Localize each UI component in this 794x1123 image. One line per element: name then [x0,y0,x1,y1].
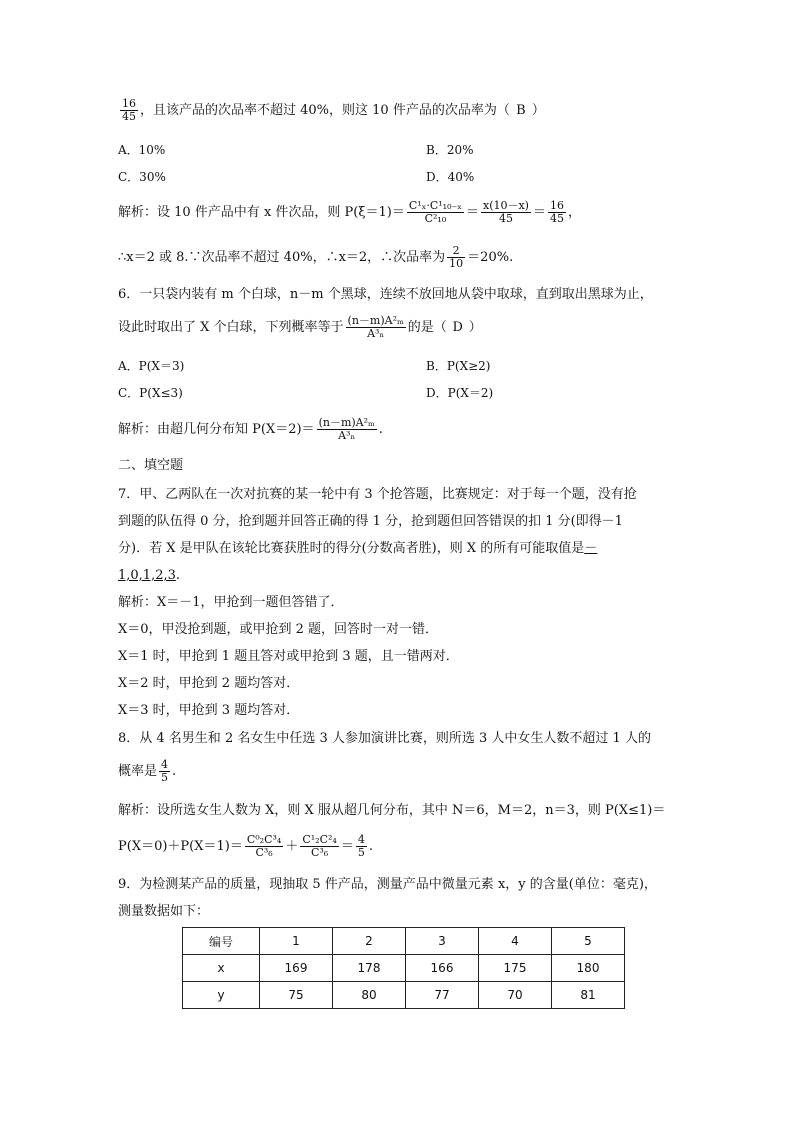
table-cell: 81 [552,982,625,1009]
q6-analysis: 解析：由超几何分布知 P(X＝2)＝ $\frac{\text{(n－m)A²ₘ}}{\text{A³ₙ}}$ . [118,416,383,442]
table-header-cell: 3 [406,928,479,955]
q8-analysis-line-1: 解析：设所选女生人数为 X，则 X 服从超几何分布，其中 N＝6，M＝2，n＝3，则 P(X≤1)＝ [118,803,666,818]
table-cell: 80 [333,982,406,1009]
q6-option-b: B．P(X≥2) [426,359,491,373]
q5-analysis-fraction-3: $\frac{16}{45}$ [550,199,564,225]
table-row [183,955,625,982]
q8-stem-line-2: 概率是 $\frac{4}{5}$ . [118,758,177,784]
table-cell: x [183,955,260,982]
table-cell: y [183,982,260,1009]
q6-stem-line-1: 6．一只袋内装有 m 个白球，n－m 个黑球，连续不放回地从袋中取球，直到取出黑球为止， [118,287,653,302]
q8-analysis-fraction-3: $\frac{4}{5}$ [357,833,365,859]
q7-analysis-line: X＝2 时，甲抢到 2 题均答对． [118,676,300,691]
q5-option-a: A．10% [118,143,166,157]
section-title: 二、填空题 [118,458,184,473]
q5-analysis-fraction-2: $\frac{x(10-x)}{45}$ [482,199,529,225]
table-header-cell: 5 [552,928,625,955]
q6-option-c: C．P(X≤3) [118,386,183,400]
q7-stem-line-2: 到题的队伍得 0 分，抢到题并回答正确的得 1 分，抢到题但回答错误的扣 1 分(即得－1 [118,514,623,529]
table-cell: 178 [333,955,406,982]
q5-analysis-line-1: 解析：设 10 件产品中有 x 件次品，则 P(ξ＝1)＝ $\frac{\text{C¹ₓ·C¹₁₀₋ₓ}}{\text{C²₁₀}}$ ＝ $\frac{x(10-x)}{45}$ ＝ $\frac{16}{45}$ ， [118,199,582,225]
q7-analysis-line: X＝1 时，甲抢到 1 题且答对或甲抢到 3 题，且一错两对． [118,649,459,664]
q6-analysis-fraction: $\frac{\text{(n－m)A²ₘ}}{\text{A³ₙ}}$ [318,416,375,442]
q8-stem-line-1: 8．从 4 名男生和 2 名女生中任选 3 人参加演讲比赛，则所选 3 人中女生人数不超过 1 人的 [118,731,651,746]
measurement-table [182,927,625,1009]
q6-stem-line-2: 设此时取出了 X 个白球，下列概率等于 $\frac{\text{(n－m)A²ₘ}}{\text{A³ₙ}}$ 的是（ D ） [118,314,482,340]
table-header-cell: 编号 [183,928,260,955]
q8-analysis-fraction-2: $\frac{\text{C¹₂C²₄}}{\text{C³₆}}$ [302,833,337,859]
q5-answer: B [516,103,526,118]
q5-stem: $\frac{16}{45}$ ，且该产品的次品率不超过 40%，则这 10 件产品的次品率为（ B ） [122,97,545,123]
q5-analysis-fraction-1: $\frac{\text{C¹ₓ·C¹₁₀₋ₓ}}{\text{C²₁₀}}$ [408,199,462,225]
table-cell: 75 [260,982,333,1009]
q8-analysis-fraction-1: $\frac{\text{C⁰₂C³₄}}{\text{C³₆}}$ [246,833,282,859]
q7-answer: 1,0,1,2,3 [118,568,176,583]
q7-stem-line-3: 分)．若 X 是甲队在该轮比赛获胜时的得分(分数高者胜)，则 X 的所有可能取值是－ [118,541,598,556]
q9-stem-line-1: 9．为检测某产品的质量，现抽取 5 件产品，测量产品中微量元素 x，y 的含量(单位：毫克)， [118,877,657,892]
q7-stem-line-1: 7．甲、乙两队在一次对抗赛的某一轮中有 3 个抢答题，比赛规定：对于每一个题，没有抢 [118,487,637,502]
q7-analysis-line: X＝3 时，甲抢到 3 题均答对． [118,703,300,718]
q5-analysis-line-2: ∴x＝2 或 8.∵次品率不超过 40%，∴x＝2，∴次品率为 $\frac{2}{10}$ ＝20%. [118,244,514,270]
table-row [183,982,625,1009]
q6-answer: D [452,320,463,335]
q7-answer-line: 1,0,1,2,3. [118,568,181,583]
table-header-cell: 1 [260,928,333,955]
q6-option-a: A．P(X＝3) [118,359,185,373]
q6-option-d: D．P(X＝2) [426,386,494,400]
q5-stem-fraction: $\frac{16}{45}$ [122,97,136,123]
q8-answer-fraction: $\frac{4}{5}$ [161,758,169,784]
q5-option-d: D．40% [426,170,475,184]
q8-analysis-line-2: P(X＝0)＋P(X＝1)＝ $\frac{\text{C⁰₂C³₄}}{\text{C³₆}}$ ＋ $\frac{\text{C¹₂C²₄}}{\text{C³₆}}$ ＝ $\frac{4}{5}$ . [118,833,373,859]
q9-stem-line-2: 测量数据如下： [118,904,210,919]
q5-analysis-fraction-4: $\frac{2}{10}$ [449,244,464,270]
q7-analysis-line: X＝0，甲没抢到题，或甲抢到 2 题，回答时一对一错． [118,622,439,637]
table-cell: 175 [479,955,552,982]
table-cell: 70 [479,982,552,1009]
table-cell: 180 [552,955,625,982]
table-header-row [183,928,625,955]
q5-option-b: B．20% [426,143,474,157]
table-header-cell: 4 [479,928,552,955]
table-cell: 166 [406,955,479,982]
q5-option-c: C．30% [118,170,166,184]
q6-stem-fraction: $\frac{\text{(n－m)A²ₘ}}{\text{A³ₙ}}$ [347,314,404,340]
table-cell: 77 [406,982,479,1009]
table-header-cell: 2 [333,928,406,955]
table-cell: 169 [260,955,333,982]
q7-analysis-line: 解析：X＝－1，甲抢到一题但答错了． [118,595,344,610]
